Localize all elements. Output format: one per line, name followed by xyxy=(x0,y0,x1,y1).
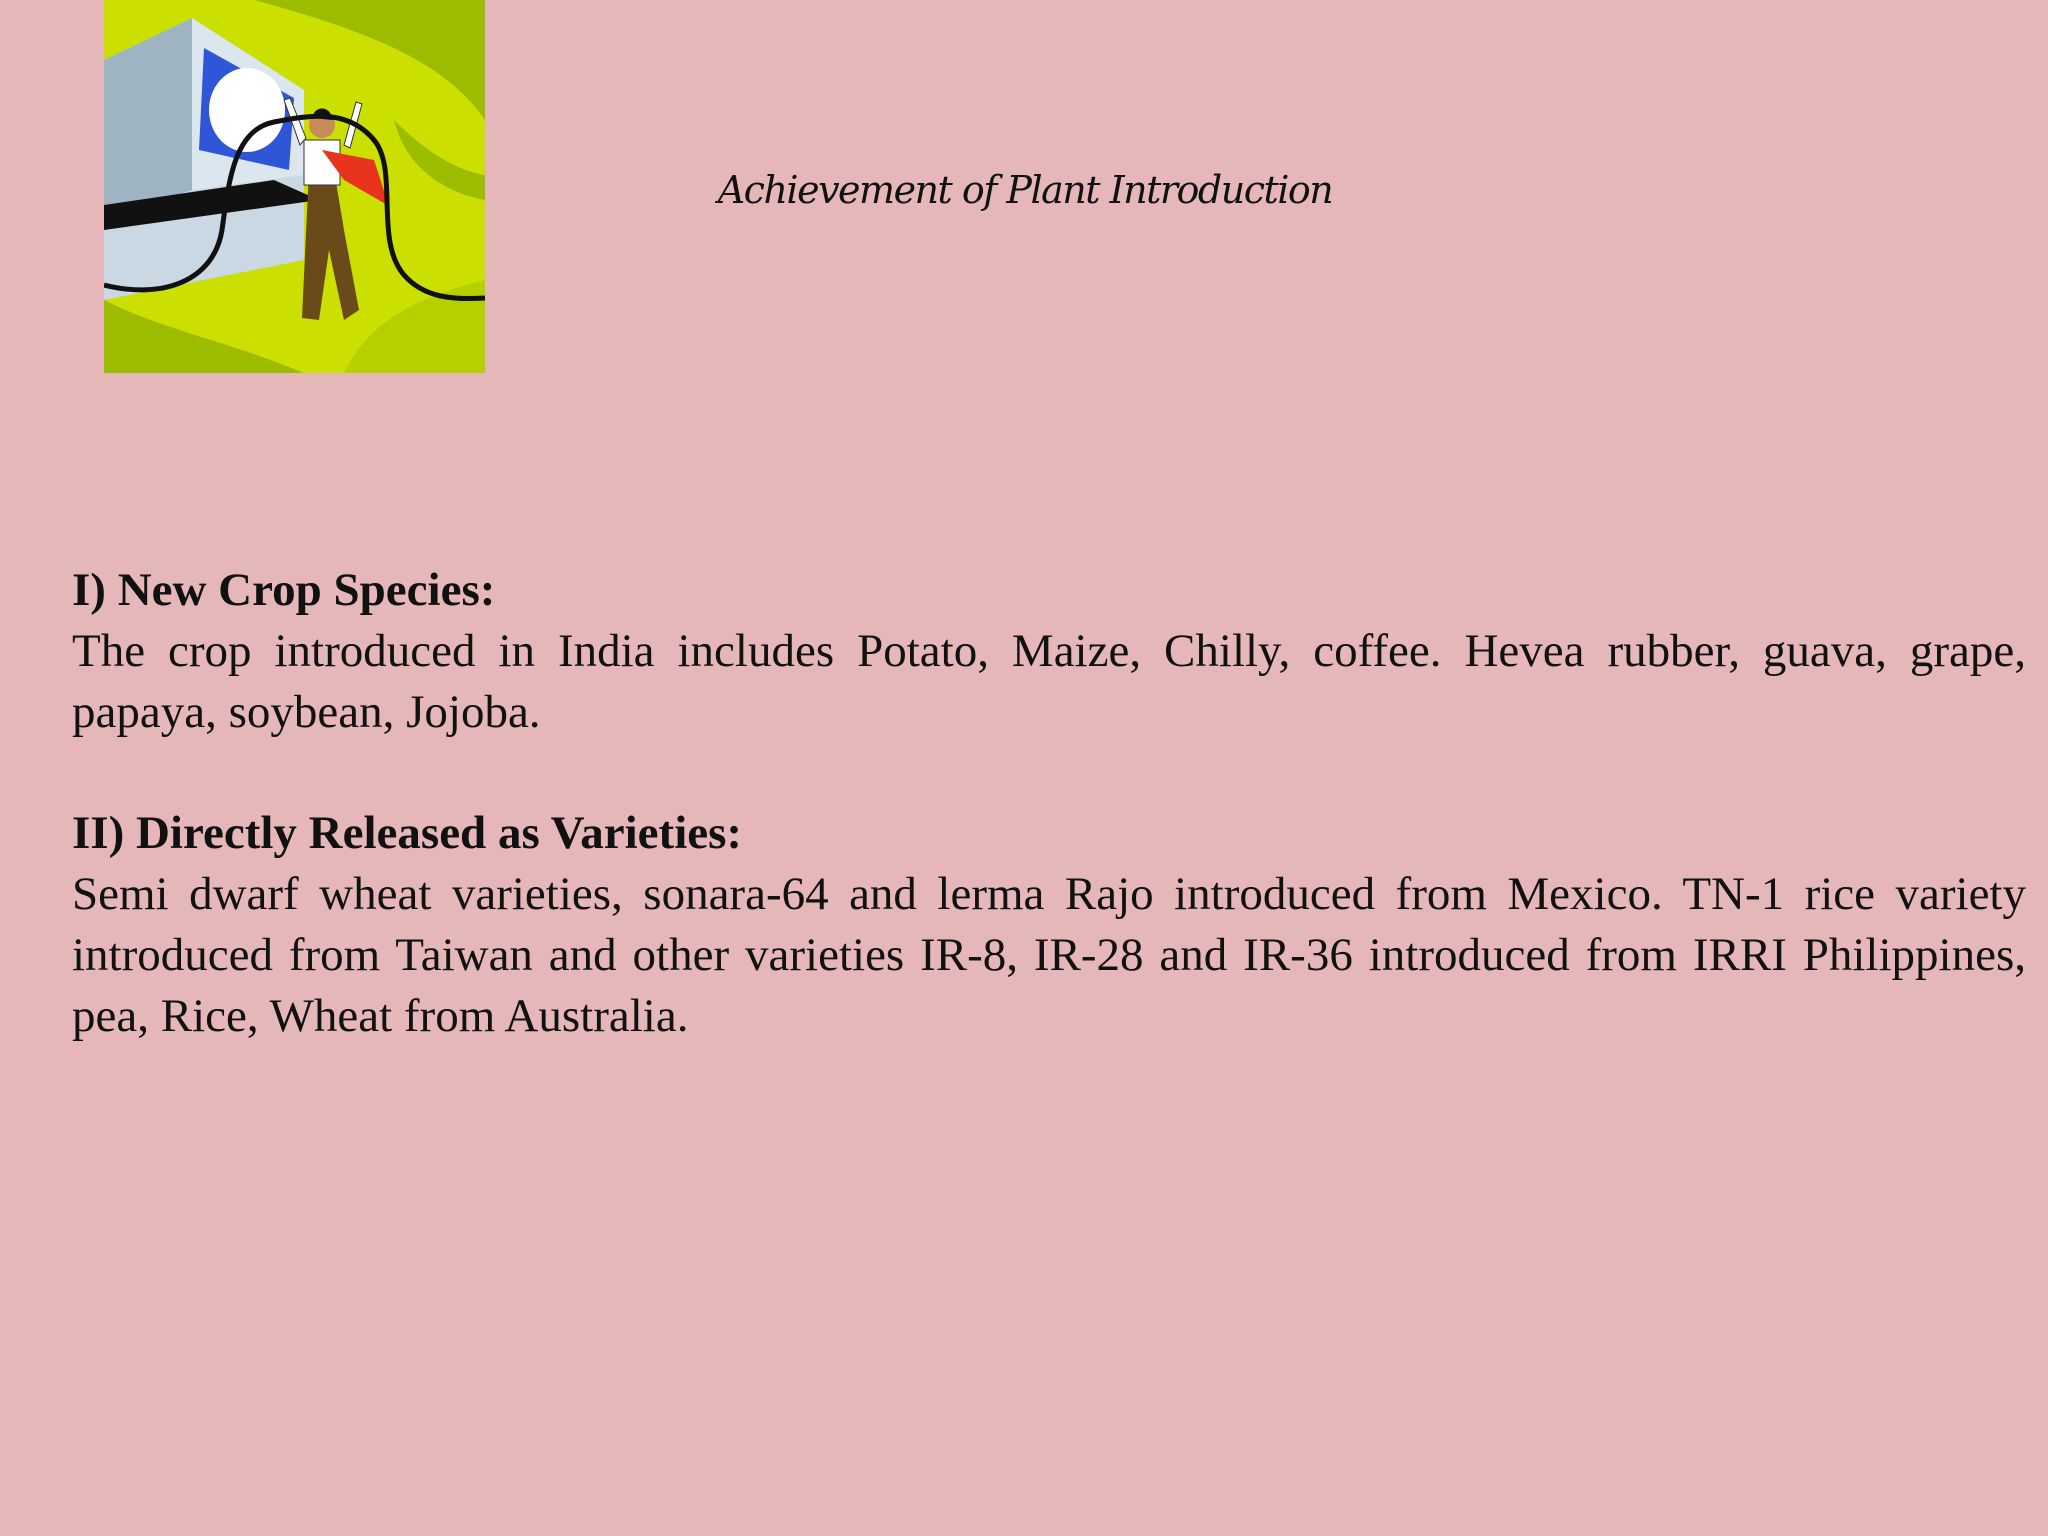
section-body: Semi dwarf wheat varieties, sonara-64 and lerma Rajo introduced from Mexico. TN-1 rice variety introduced from Taiwan and other varieties IR-8, IR-28 and IR-36 introduced from IRRI Philippines, pea, Rice, Wheat from Australia. xyxy=(72,868,2026,1042)
computer-clipart-icon xyxy=(104,0,485,373)
slide-content xyxy=(72,560,2026,1107)
section-body: The crop introduced in India includes Potato, Maize, Chilly, coffee. Hevea rubber, guava, grape, papaya, soybean, Jojoba. xyxy=(72,625,2026,738)
slide-title: Achievement of Plant Introduction xyxy=(717,168,1333,212)
section-heading: I) New Crop Species: xyxy=(72,564,496,616)
section-heading: II) Directly Released as Varieties: xyxy=(72,807,743,859)
section-new-crop-species xyxy=(72,560,2026,743)
section-directly-released-varieties xyxy=(72,803,2026,1047)
